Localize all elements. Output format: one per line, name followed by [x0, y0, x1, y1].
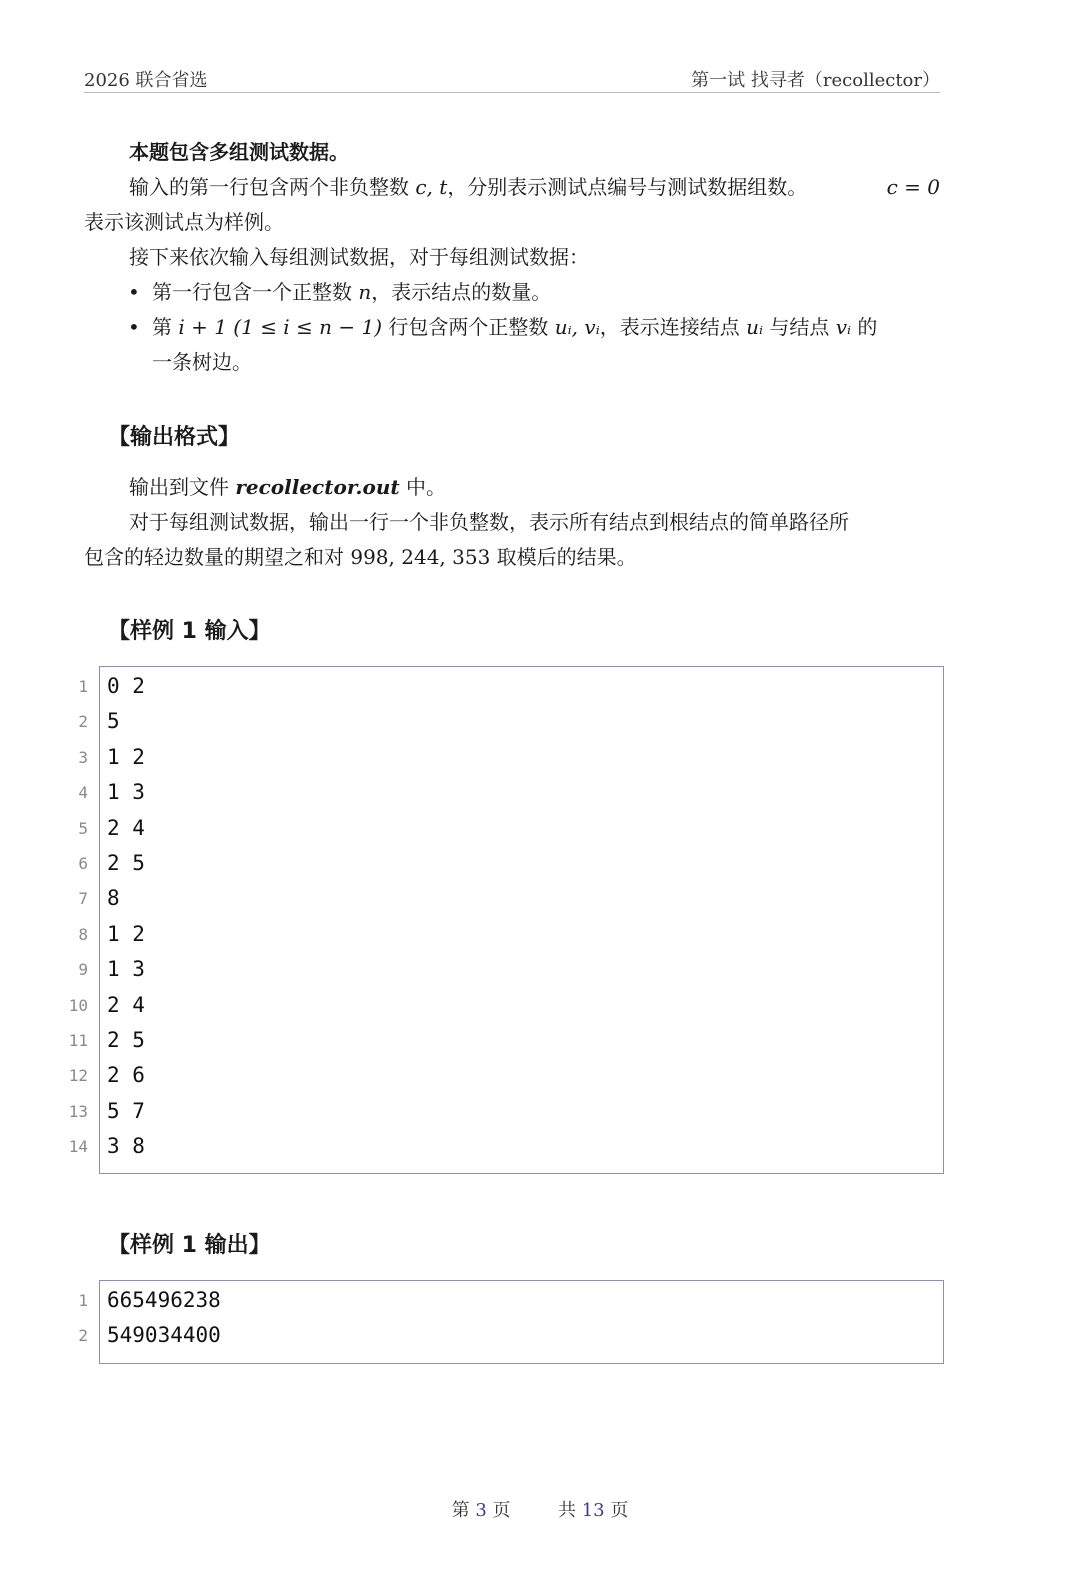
code-line — [78, 738, 943, 773]
line-text: 665496238 — [107, 1288, 221, 1312]
input-format-body — [84, 135, 940, 380]
line-text: 5 — [107, 709, 120, 734]
code-line — [68, 1092, 943, 1127]
line-number: 4 — [78, 783, 88, 803]
code-line — [68, 1021, 943, 1056]
code-line — [68, 1056, 943, 1091]
sample-input-title: 【样例 1 输入】 — [108, 619, 271, 644]
code-line — [78, 915, 943, 950]
code-line — [78, 879, 943, 914]
line-text: 8 — [107, 886, 120, 911]
line-number: 13 — [68, 1101, 88, 1121]
total-pages: 13 — [581, 1500, 605, 1521]
line-number: 8 — [78, 924, 88, 944]
multi-test-note: 本题包含多组测试数据。 — [129, 140, 349, 164]
line-number: 7 — [78, 889, 88, 909]
line-text: 2 4 — [107, 815, 145, 840]
line-number: 6 — [78, 853, 88, 873]
output-line-1: 输出到文件 recollector.out 中。 — [129, 475, 446, 499]
page-header — [84, 62, 940, 93]
line-text: 549034400 — [107, 1323, 221, 1348]
line-text: 2 4 — [107, 992, 145, 1017]
line-number: 9 — [78, 960, 88, 980]
code-line — [78, 773, 943, 808]
output-format-title: 【输出格式】 — [108, 425, 241, 450]
code-line — [78, 667, 943, 702]
line-number: 1 — [78, 677, 88, 696]
line-number: 2 — [78, 1326, 88, 1346]
line-text: 0 2 — [107, 674, 145, 698]
output-line-2: 对于每组测试数据，输出一行一个非负整数，表示所有结点到根结点的简单路径所 — [129, 510, 849, 534]
line-number: 5 — [78, 818, 88, 838]
line-text: 1 3 — [107, 780, 145, 805]
line-text: 1 2 — [107, 921, 145, 946]
line-text: 3 8 — [107, 1134, 145, 1159]
header-problem: 第一试 找寻者（recollector） — [691, 70, 940, 91]
line-text: 1 3 — [107, 957, 145, 982]
code-line — [68, 986, 943, 1021]
input-line-2: 表示该测试点为样例。 — [84, 210, 284, 234]
input-line-1: 输入的第一行包含两个非负整数 c, t，分别表示测试点编号与测试数据组数。 c = 0 — [129, 175, 940, 199]
line-text: 5 7 — [107, 1098, 145, 1123]
line-number: 10 — [68, 995, 88, 1015]
line-number: 14 — [68, 1137, 88, 1157]
code-line — [78, 844, 943, 879]
line-text: 2 5 — [107, 1027, 145, 1052]
line-number: 12 — [68, 1066, 88, 1086]
line-number: 2 — [78, 712, 88, 732]
header-contest: 2026 联合省选 — [84, 70, 208, 91]
code-line — [78, 1316, 943, 1351]
output-format-body — [84, 470, 940, 575]
code-line — [78, 702, 943, 737]
input-line-3: 接下来依次输入每组测试数据，对于每组测试数据： — [129, 245, 589, 269]
code-line — [68, 1127, 943, 1162]
output-line-3: 包含的轻边数量的期望之和对 998, 244, 353 取模后的结果。 — [84, 545, 637, 569]
line-number: 1 — [78, 1291, 88, 1310]
line-text: 1 2 — [107, 744, 145, 769]
code-line — [78, 809, 943, 844]
code-line — [78, 950, 943, 985]
bullet-item: • 第一行包含一个正整数 n，表示结点的数量。 — [152, 275, 940, 310]
line-text: 2 6 — [107, 1063, 145, 1088]
code-line — [78, 1281, 943, 1316]
page-number: 3 — [475, 1500, 487, 1521]
sample-output-title: 【样例 1 输出】 — [108, 1233, 271, 1258]
sample-output-code-box — [78, 1280, 944, 1364]
page-footer: 第 3 页 共 13 页 — [451, 1500, 629, 1521]
bullet-item: • 第 i + 1 (1 ≤ i ≤ n − 1) 行包含两个正整数 uᵢ, vᵢ，表示连接结点 uᵢ 与结点 vᵢ 的 一条树边。 — [152, 310, 940, 380]
line-number: 3 — [78, 747, 88, 767]
line-number: 11 — [68, 1030, 88, 1050]
sample-input-code-box — [68, 666, 944, 1174]
input-bullets — [84, 275, 940, 380]
line-text: 2 5 — [107, 850, 145, 875]
